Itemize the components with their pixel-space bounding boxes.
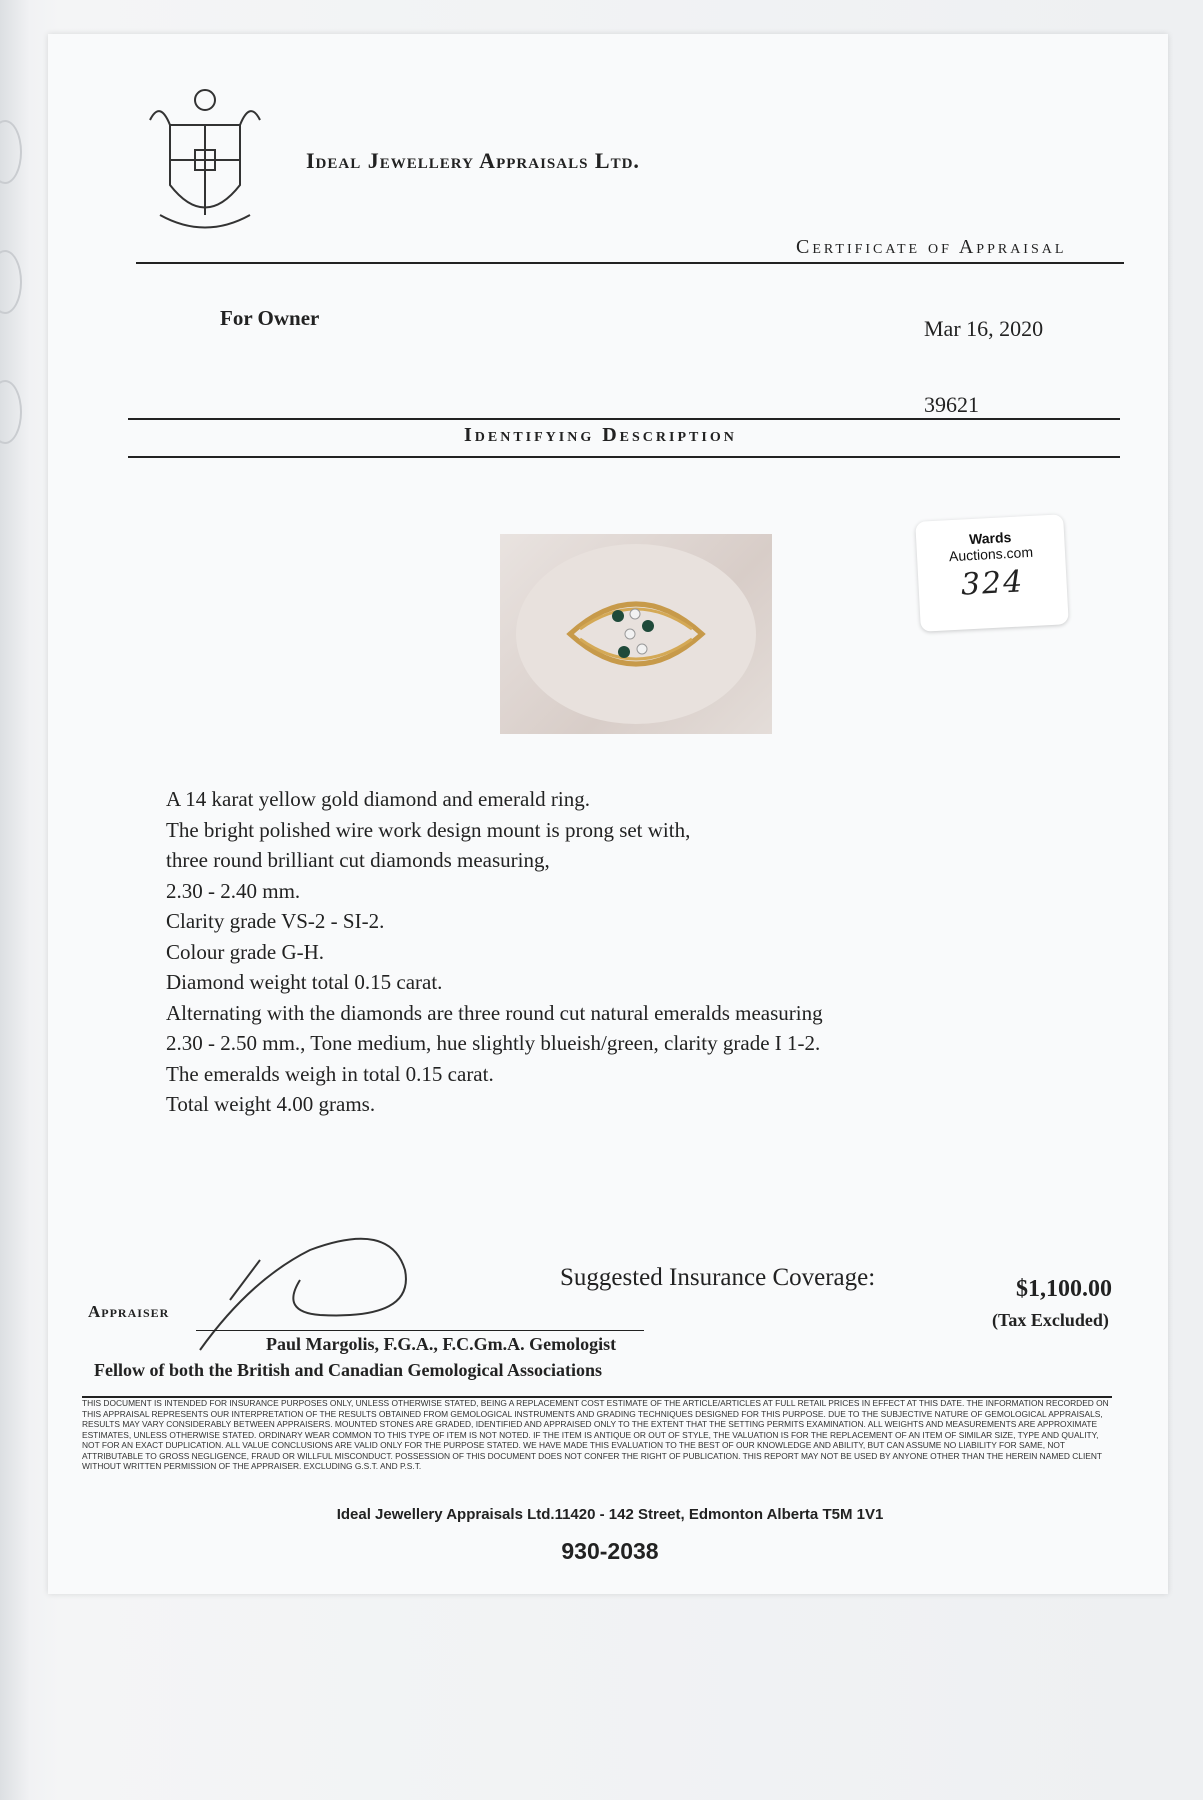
appraisal-number: 39621 <box>924 392 979 417</box>
appraiser-name: Paul Margolis, F.G.A., F.C.Gm.A. Gemologist <box>266 1334 617 1354</box>
signature-line <box>196 1330 644 1331</box>
section-rule-bottom <box>128 456 1120 458</box>
ring-photo <box>500 534 772 734</box>
tag-auction-name: Wards <box>968 528 1012 548</box>
description-line: 2.30 - 2.50 mm., Tone medium, hue slightly blueish/green, clarity grade I 1-2. <box>166 1031 821 1055</box>
tag-lot-number: 324 <box>960 564 1026 603</box>
footer-address: Ideal Jewellery Appraisals Ltd.11420 - 142 Street, Edmonton Alberta T5M 1V1 <box>336 1506 884 1523</box>
description-line: 2.30 - 2.40 mm. <box>166 878 301 903</box>
coverage-label: Suggested Insurance Coverage: <box>560 1264 876 1291</box>
tag-auction-site: Auctions.com <box>948 543 1034 565</box>
binder-hole <box>0 120 22 184</box>
section-rule-top <box>128 418 1120 420</box>
description-line: Alternating with the diamonds are three round cut natural emeralds measuring <box>166 1000 823 1025</box>
description-line: The emeralds weigh in total 0.15 carat. <box>166 1061 494 1086</box>
tax-note: (Tax Excluded) <box>992 1310 1109 1330</box>
item-description <box>166 784 926 1120</box>
description-line: three round brilliant cut diamonds measuring, <box>166 848 550 872</box>
disclaimer-text: THIS DOCUMENT IS INTENDED FOR INSURANCE PURPOSES ONLY, UNLESS OTHERWISE STATED, BEING A REPLACEMENT COST ESTIMATE OF THE ARTICLE/ARTICLES AT FULL RETAIL PRICES IN EFFECT AT THIS DATE. THE INFORMATION RECORDED ON THIS APPRAISAL REPRESENTS OUR INTERPRETATION OF THE RESULTS OBTAINED FROM GEMOLOGICAL INSTRUMENTS AND GRADING TECHNIQUES DESIGNED FOR THIS PURPOSE. DUE TO THE SUBJECTIVE NATURE OF GEMOLOGICAL APPRAISALS, RESULTS MAY VARY CONSIDERABLY BETWEEN APPRAISERS. MOUNTED STONES ARE GRADED, IDENTIFIED AND APPRAISED ONLY TO THE EXTENT THAT THE SETTING PERMITS EXAMINATION. ALL WEIGHTS AND MEASUREMENTS ARE APPROXIMATE ESTIMATES, UNLESS OTHERWISE STATED. ORDINARY WEAR COMMON TO THIS TYPE OF ITEM IS NOT NOTED. IF THE ITEM IS ANTIQUE OR OUT OF STYLE, THE VALUATION IS FOR THE REPLACEMENT OF AN ITEM OF SIMILAR SIZE, TYPE AND QUALITY, NOT FOR AN EXACT DUPLICATION. ALL VALUE CONCLUSIONS ARE VALID ONLY FOR THE PURPOSE STATED. WE HAVE MADE THIS EVALUATION TO THE BEST OF OUR KNOWLEDGE AND ABILITY, BUT CAN ASSUME NO LIABILITY FOR SAME, NOT ATTRIBUTABLE TO GROSS NEGLIGENCE, FRAUD OR WILLFUL MISCONDUCT. POSSESSION OF THIS DOCUMENT DOES NOT CONFER THE RIGHT OF PUBLICATION. THIS REPORT MAY NOT BE USED BY ANYONE OTHER THAN THE HEREIN NAMED CLIENT WITHOUT WRITTEN PERMISSION OF THE APPRAISER. EXCLUDING G.S.T. AND P.S.T. <box>82 1398 1109 1471</box>
appraisal-date: Mar 16, 2020 <box>924 316 1044 341</box>
description-line: A 14 karat yellow gold diamond and emerald ring. <box>166 787 590 811</box>
binder-holes <box>0 80 30 1580</box>
appraiser-label: Appraiser <box>88 1302 170 1321</box>
certificate-title: Certificate of Appraisal <box>796 236 1067 258</box>
description-line: Clarity grade VS-2 - SI-2. <box>166 909 385 933</box>
description-line: Total weight 4.00 grams. <box>166 1092 376 1116</box>
appraiser-fellowship: Fellow of both the British and Canadian Gemological Associations <box>94 1360 603 1380</box>
owner-label: For Owner <box>220 306 320 330</box>
company-name: Ideal Jewellery Appraisals Ltd. <box>306 148 640 173</box>
binder-hole <box>0 380 22 444</box>
binder-hole <box>0 250 22 314</box>
description-line: The bright polished wire work design mount is prong set with, <box>166 817 691 842</box>
description-line: Diamond weight total 0.15 carat. <box>166 970 443 994</box>
header-rule <box>136 262 1124 264</box>
coverage-value: $1,100.00 <box>1016 1276 1112 1302</box>
description-line: Colour grade G-H. <box>166 939 325 964</box>
crest-logo <box>140 80 270 240</box>
auction-lot-tag <box>915 514 1069 632</box>
footer-phone: 930-2038 <box>561 1538 659 1564</box>
section-title: Identifying Description <box>464 424 737 446</box>
